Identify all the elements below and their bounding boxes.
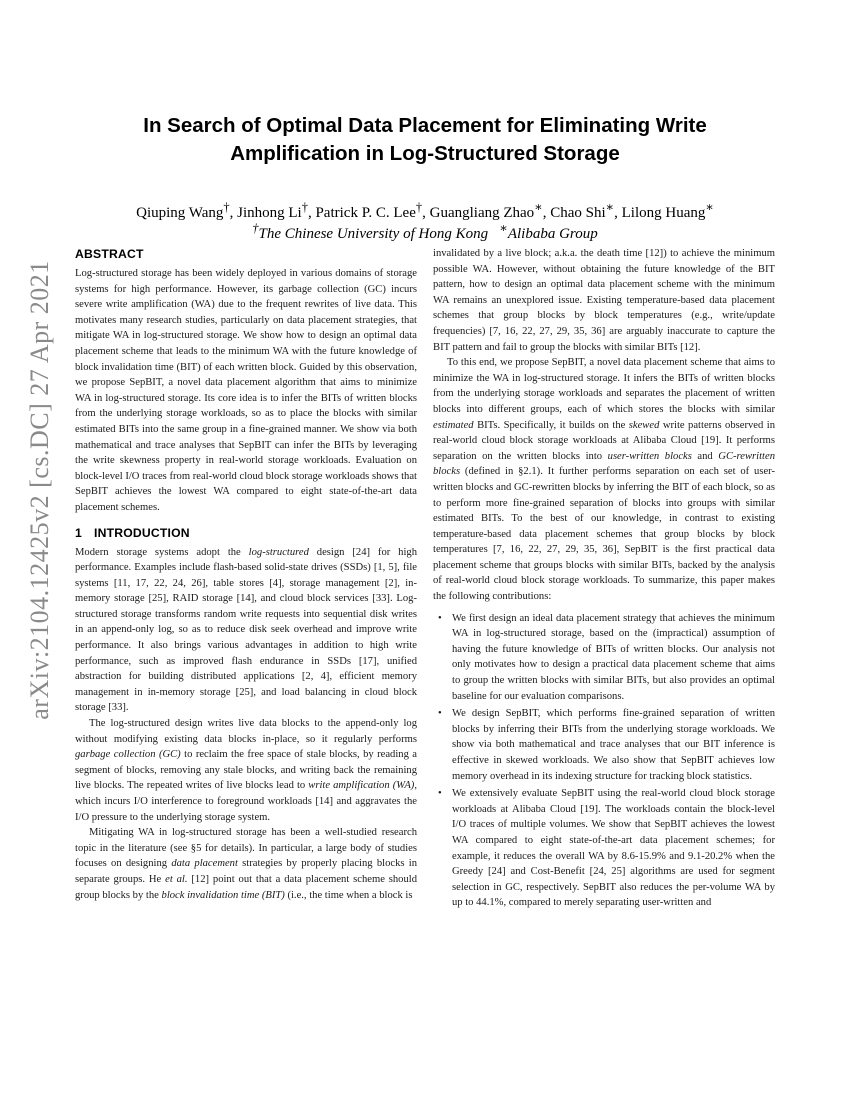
author-name: Chao Shi — [550, 205, 606, 221]
paper-title — [75, 112, 775, 168]
author-name: Patrick P. C. Lee — [315, 205, 416, 221]
list-item: • We first design an ideal data placement strategy that achieves the minimum WA in log-structured storage, based on the (impractical) assumption of having the future knowledge of BITs of written blocks. Our analysis not only motivates how to design a practical data placement scheme that aims to group the written blocks with similar BITs, but also provides an optimal baseline for our evaluation comparisons. — [438, 612, 775, 702]
author-affiliation-mark: ∗ — [705, 200, 714, 214]
abstract-text: Log-structured storage has been widely deployed in various domains of storage systems for high performance. However, its garbage collection (GC) incurs severe write amplification (WA) due to the frequent rewrites of live data. This motivates many research studies, particularly on data placement strategies, that mitigate WA in log-structured storage. We show how to design an optimal data placement scheme that leads to the minimum WA with the future knowledge of block invalidation time (BIT) of each written block. Guided by this observation, we propose SepBIT, a novel data placement algorithm that aims to minimize WA in log-structured storage. Its core idea is to infer the BITs of written blocks from the underlying storage workloads, so as to place the blocks with similar estimated BITs into the same group in a fine-grained manner. We show via both mathematical and trace analyses that SepBIT can infer the BITs by leveraging the write skewness property in real-world storage workloads. Evaluation on block-level I/O traces from real-world cloud block storage workloads shows that SepBIT achieves the lowest WA compared to eight state-of-the-art data placement schemes. — [75, 268, 417, 513]
list-item: • We design SepBIT, which performs fine-grained separation of written blocks by inferring their BITs from the underlying storage workloads. We show via both mathematical and trace analyses that our BIT inference is effective in skewed workloads. We also show that SepBIT achieves low memory overhead in its indexing structure for tracking block statistics. — [438, 708, 775, 782]
title-line-1: In Search of Optimal Data Placement for Eliminating Write — [143, 114, 707, 137]
intro-paragraph-2: The log-structured design writes live data blocks to the append-only log without modifying existing data blocks in-place, so it regularly performs garbage collection (GC) to reclaim the free space of stale blocks, by reading a segment of blocks, removing any stale blocks, and writing back the remaining live blocks. The repeated writes of live blocks lead to write amplification (WA), which incurs I/O interference to foreground workloads [14] and aggravates the I/O pressure to the underlying storage system. — [75, 718, 417, 823]
arxiv-identifier-stamp — [22, 260, 58, 720]
affiliation-name: Alibaba Group — [507, 226, 598, 242]
introduction-heading — [75, 525, 417, 541]
section-title: INTRODUCTION — [93, 525, 190, 540]
bullet-icon: • — [438, 708, 442, 720]
affiliation-line — [75, 218, 775, 244]
author-affiliation-mark: † — [415, 200, 423, 214]
author-affiliation-mark: † — [223, 200, 230, 214]
author-name: Jinhong Li — [237, 205, 302, 221]
author-affiliation-mark: ∗ — [605, 200, 615, 214]
affiliation-mark: ∗ — [499, 221, 508, 235]
right-column — [433, 246, 775, 913]
intro-paragraph-4: invalidated by a live block; a.k.a. the death time [12]) to achieve the minimum possible WA. However, without obtaining the future knowledge of the BIT pattern, how to design an optimal data placement scheme with the minimum WA remains an unexplored issue. Existing temperature-based data placement schemes that group blocks by block temperatures (e.g., write/update frequencies) [7, 16, 22, 27, 29, 35, 36] are arguably inaccurate to capture the BIT pattern and fail to group the blocks with similar BITs [12]. — [433, 248, 775, 353]
left-column — [75, 246, 417, 903]
affiliation-name: The Chinese University of Hong Kong — [258, 226, 489, 242]
bullet-icon: • — [438, 788, 442, 800]
contributions-list — [433, 611, 775, 911]
section-number: 1 — [75, 525, 82, 540]
intro-paragraph-5: To this end, we propose SepBIT, a novel data placement scheme that aims to minimize the WA in log-structured storage. It infers the BITs of written blocks from the underlying storage workloads and separates the placement of written blocks into different groups, each of which stores the blocks with similar estimated BITs. Specifically, it builds on the skewed write patterns observed in real-world cloud block storage workloads at Alibaba Cloud [19]. It performs separation on the written blocks into user-written blocks and GC-rewritten blocks (defined in §2.1). It further performs separation on each set of user-written blocks and GC-rewritten blocks by inferring the BIT of each block, so as to perform more fine-grained separation of blocks into groups with similar estimated BITs. To the best of our knowledge, in contrast to existing temperature-based data placement schemes that group blocks by block temperatures [7, 16, 22, 27, 29, 35, 36], SepBIT is the first practical data placement scheme that groups blocks with similar BITs, backed by the analysis of real-world cloud block storage workloads. To summarize, this paper makes the following contributions: — [433, 357, 775, 603]
author-name: Qiuping Wang — [136, 205, 224, 221]
abstract-heading: ABSTRACT — [75, 247, 144, 261]
author-name: Guangliang Zhao — [429, 205, 535, 221]
author-affiliation-mark: † — [301, 200, 308, 214]
title-line-2: Amplification in Log-Structured Storage — [230, 142, 620, 165]
author-affiliation-mark: ∗ — [534, 200, 543, 214]
author-name: Lilong Huang — [621, 205, 706, 221]
list-item: • We extensively evaluate SepBIT using the real-world cloud block storage workloads at Alibaba Cloud [19]. The workloads contain the block-level I/O traces of multiple volumes. We show that SepBIT achieves the lowest WA compared to eight state-of-the-art data placement schemes; for example, it reduces the overall WA by 8.6-15.9% and 9.1-20.2% when the Greedy [24] and Cost-Benefit [24, 25] algorithms are used for segment selection in GC, respectively. SepBIT also reduces the per-volume WA by up to 44.1%, compared to merely separating user-written and — [438, 788, 775, 909]
bullet-icon: • — [438, 612, 442, 624]
arxiv-identifier-text: arXiv:2104.12425v2 [cs.DC] 27 Apr 2021 — [25, 260, 55, 720]
intro-paragraph-3: Mitigating WA in log-structured storage has been a well-studied research topic in the literature (see §5 for details). In particular, a large body of studies focuses on designing data placement strategies by properly placing blocks in separate groups. He et al. [12] point out that a data placement scheme should group blocks by the block invalidation time (BIT) (i.e., the time when a block is — [75, 827, 418, 901]
affiliation-mark: † — [252, 221, 259, 235]
author-list: Qiuping Wang†, Jinhong Li†, Patrick P. C. Lee†, Guangliang Zhao∗, Chao Shi∗, Lilong Huang∗ — [136, 200, 714, 221]
intro-paragraph-1: Modern storage systems adopt the log-structured design [24] for high performance. Examples include flash-based solid-state drives (SSDs) [1, 5], file systems [11, 17, 22, 24, 26], table stores [4], storage management [2], in-memory storage [25], RAID storage [14], and cloud block services [33]. Log-structured storage transforms random write requests into sequential disk writes in an append-only log, so as to reduce disk seek overhead and improve write performance. It also brings various advantages in addition to high write performance, such as improved flash endurance in SSDs [17], unified abstraction for building distributed applications [2, 4], efficient memory management in in-memory storage [25], and load balancing in cloud block storage [33]. — [75, 546, 418, 714]
